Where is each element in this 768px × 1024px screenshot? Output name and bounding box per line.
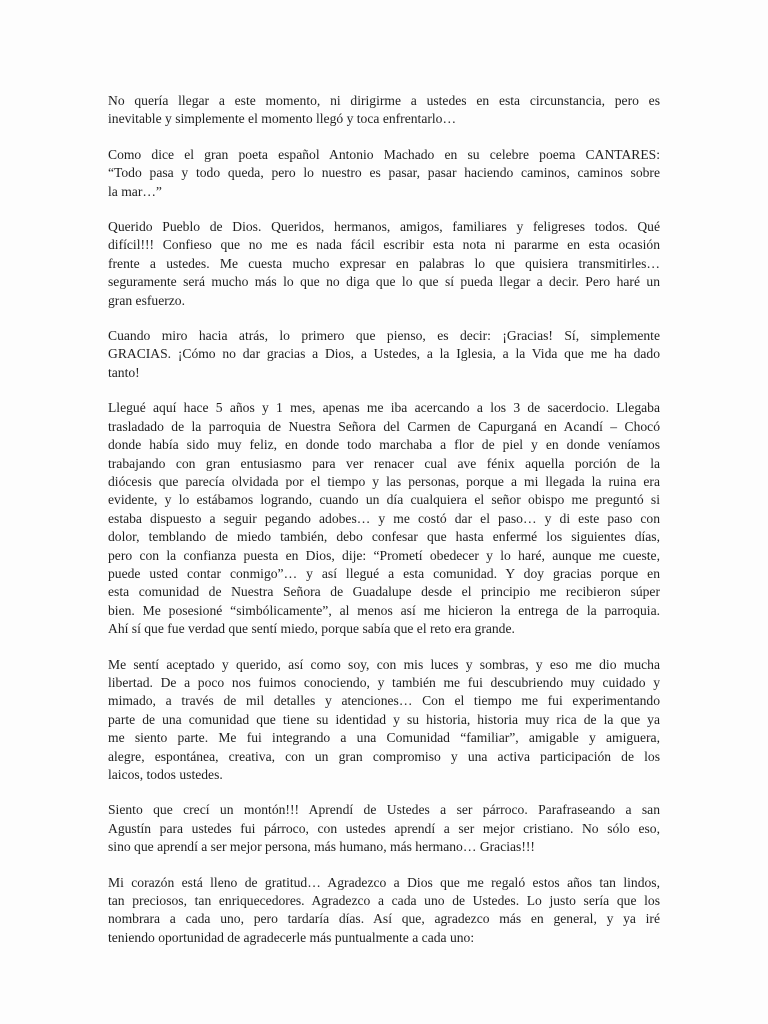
text-line: tanto!	[108, 364, 140, 380]
text-line: me siento parte. Me fui integrando a una Comunidad “familiar”, amigable y amiguera,	[108, 730, 660, 746]
text-line: teniendo oportunidad de agradecerle más puntualmente a cada uno:	[108, 929, 475, 945]
paragraph	[108, 399, 660, 638]
text-line: nombrara a cada uno, pero tardaría días. Así que, agradezco más en general, y ya iré	[108, 911, 660, 927]
text-line: “Todo pasa y todo queda, pero lo nuestro es pasar, pasar haciendo caminos, caminos sobre	[108, 165, 660, 181]
text-line: frente a ustedes. Me cuesta mucho expresar en palabras lo que quisiera transmitirles…	[108, 255, 660, 271]
text-line: Como dice el gran poeta español Antonio Machado en su celebre poema CANTARES:	[108, 146, 660, 162]
text-line: diócesis que parecía olvidada por el tiempo y las personas, porque a mi llegada la ruina era	[108, 473, 660, 489]
text-line: gran esfuerzo.	[108, 292, 185, 308]
text-line: GRACIAS. ¡Cómo no dar gracias a Dios, a Ustedes, a la Iglesia, a la Vida que me ha dado	[108, 346, 660, 362]
text-line: alegre, espontánea, creativa, con un gran compromiso y una activa participación de los	[108, 748, 660, 764]
text-line: difícil!!! Confieso que no me es nada fácil escribir esta nota ni pararme en esta ocasión	[108, 237, 660, 253]
text-line: la mar…”	[108, 183, 162, 199]
paragraph	[108, 656, 660, 785]
text-line: laicos, todos ustedes.	[108, 767, 223, 782]
text-line: inevitable y simplemente el momento llegó y toca enfrentarlo…	[108, 111, 457, 127]
document-body	[108, 92, 660, 964]
text-line: donde había sido muy feliz, en donde todo marchaba a flor de piel y en donde veníamos	[108, 437, 660, 453]
text-line: trabajando con gran entusiasmo para ver renacer cual ave fénix aquella porción de la	[108, 455, 660, 471]
text-line: Siento que crecí un montón!!! Aprendí de Ustedes a ser párroco. Parafraseando a san	[108, 802, 660, 818]
paragraph	[108, 146, 660, 201]
text-line: bien. Me posesioné “simbólicamente”, al menos así me hicieron la entrega de la parroquia.	[108, 602, 660, 618]
text-line: Querido Pueblo de Dios. Queridos, hermanos, amigos, familiares y feligreses todos. Qué	[108, 219, 660, 235]
text-line: Ahí sí que fue verdad que sentí miedo, porque sabía que el reto era grande.	[108, 621, 515, 637]
text-line: tan preciosos, tan enriquecedores. Agradezco a cada uno de Ustedes. Lo justo sería que los	[108, 893, 660, 909]
text-line: trasladado de la parroquia de Nuestra Señora del Carmen de Capurganá en Acandí – Chocó	[108, 418, 660, 434]
text-line: seguramente será mucho más lo que no diga que lo que sí pueda llegar a decir. Pero haré un	[108, 274, 660, 290]
paragraph	[108, 801, 660, 856]
text-line: dolor, temblando de miedo también, debo confesar que hasta enfermé los siguientes días,	[108, 529, 660, 545]
text-line: Cuando miro hacia atrás, lo primero que pienso, es decir: ¡Gracias! Sí, simplemente	[108, 328, 660, 344]
paragraph	[108, 218, 660, 310]
text-line: libertad. De a poco nos fuimos conociendo, y también me fui descubriendo muy cuidado y	[108, 674, 660, 690]
text-line: pero con la confianza puesta en Dios, dije: “Prometí obedecer y lo haré, aunque me cueste,	[108, 547, 660, 563]
text-line: Mi corazón está lleno de gratitud… Agradezco a Dios que me regaló estos años tan lindos,	[108, 874, 660, 890]
text-line: estaba dispuesto a seguir pegando adobes… y me costó dar el paso… y di este paso con	[108, 510, 660, 526]
paragraph	[108, 327, 660, 382]
text-line: sino que aprendí a ser mejor persona, más humano, más hermano… Gracias!!!	[108, 839, 535, 855]
text-line: mimado, a través de mil detalles y atenciones… Con el tiempo me fui experimentando	[108, 693, 660, 709]
text-line: parte de una comunidad que tiene su identidad y su historia, historia muy rica de la que ya	[108, 711, 660, 727]
paragraph	[108, 92, 660, 129]
text-line: Agustín para ustedes fui párroco, con ustedes aprendí a ser mejor cristiano. No sólo eso,	[108, 820, 660, 836]
paragraph	[108, 874, 660, 948]
text-line: esta comunidad de Nuestra Señora de Guadalupe desde el principio me recibieron súper	[108, 584, 660, 600]
text-line: Llegué aquí hace 5 años y 1 mes, apenas me iba acercando a los 3 de sacerdocio. Llegaba	[108, 400, 660, 416]
text-line: puede usted contar conmigo”… y así llegué a esta comunidad. Y doy gracias porque en	[108, 565, 660, 581]
text-line: No quería llegar a este momento, ni dirigirme a ustedes en esta circunstancia, pero es	[108, 93, 660, 108]
text-line: evidente, y lo estábamos logrando, cuando un día cualquiera el señor obispo me preguntó si	[108, 492, 660, 508]
text-line: Me sentí aceptado y querido, así como soy, con mis luces y sombras, y eso me dio mucha	[108, 656, 660, 672]
